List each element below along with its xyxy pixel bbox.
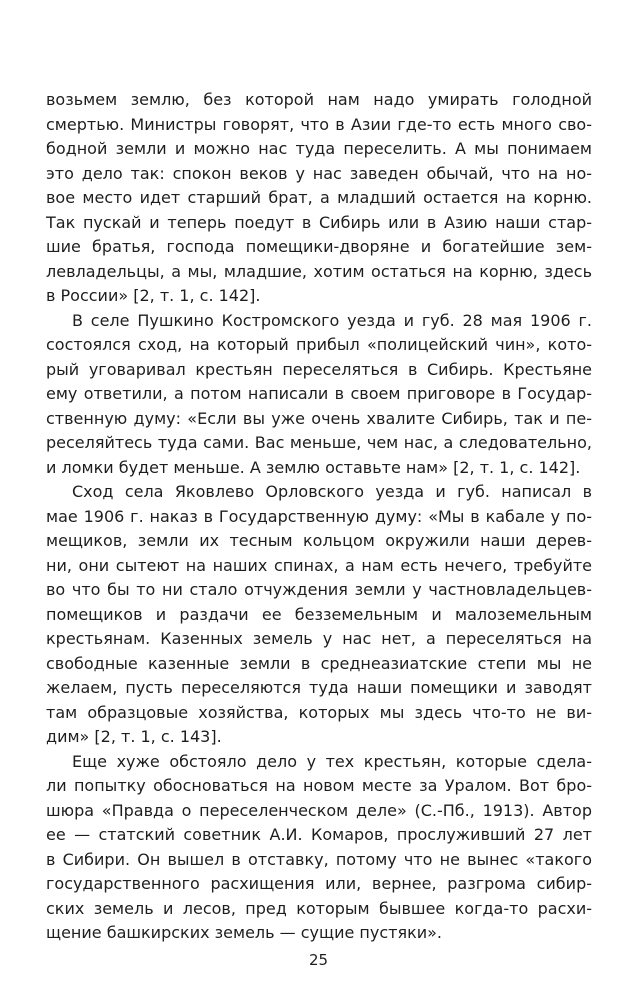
- text-line: и ломки будет меньше. А землю оставьте нам» [2, т. 1, с. 142].: [46, 457, 581, 477]
- text-line: мае 1906 г. наказ в Государственную думу: «Мы в кабале у по-: [46, 506, 592, 526]
- text-line: в России» [2, т. 1, с. 142].: [46, 286, 261, 305]
- paragraph-2: [46, 309, 592, 481]
- text-line: ему ответили, а потом написали в своем приговоре в Государ-: [46, 384, 592, 403]
- text-line: дим» [2, т. 1, с. 143].: [46, 727, 222, 746]
- text-line: государственного расхищения или, вернее, разгрома сибир-: [46, 874, 592, 893]
- text-line: В селе Пушкино Костромского уезда и губ. 28 мая 1906 г.: [72, 310, 592, 330]
- paragraph-3: [46, 480, 592, 750]
- page-body: [46, 88, 592, 946]
- text-line: мещиков, земли их тесным кольцом окружили наши дерев-: [46, 531, 592, 550]
- text-line: левладельцы, а мы, младшие, хотим остаться на корню, здесь: [46, 261, 592, 281]
- text-line: свободные казенные земли в среднеазиатские степи мы не: [46, 653, 592, 673]
- paragraph-4: [46, 750, 592, 946]
- text-line: ских земель и лесов, пред которым бывшее когда-то расхи-: [46, 898, 592, 918]
- text-line: смертью. Министры говорят, что в Азии где-то есть много сво-: [46, 114, 592, 134]
- text-line: ственную думу: «Если вы уже очень хвалите Сибирь, так и пе-: [46, 408, 592, 428]
- text-line: вое место идет старший брат, а младший остается на корню.: [46, 188, 592, 207]
- text-line: это дело так: спокон веков у нас заведен обычай, что на но-: [46, 163, 592, 183]
- text-line: реселяйтесь туда сами. Вас меньше, чем нас, а следовательно,: [46, 433, 592, 452]
- text-line: шие братья, господа помещики-дворяне и богатейшие зем-: [46, 237, 592, 256]
- text-line: Сход села Яковлево Орловского уезда и губ. написал в: [72, 482, 592, 501]
- text-line: шюра «Правда о переселенческом деле» (С.-Пб., 1913). Автор: [46, 800, 592, 820]
- text-line: во что бы то ни стало отчуждения земли у частновладельцев-: [46, 580, 592, 599]
- text-line: помещиков и раздачи ее безземельным и малоземельным: [46, 604, 592, 624]
- text-line: желаем, пусть переселяются туда наши помещики и заводят: [46, 678, 592, 697]
- text-line: в Сибири. Он вышел в отставку, потому что не вынес «такого: [46, 849, 592, 869]
- text-line: Еще хуже обстояло дело у тех крестьян, которые сдела-: [72, 751, 592, 771]
- text-line: состоялся сход, на который прибыл «полицейский чин», кото-: [46, 335, 592, 354]
- text-line: крестьянам. Казенных земель у нас нет, а переселяться на: [46, 629, 592, 648]
- text-line: рый уговаривал крестьян переселяться в Сибирь. Крестьяне: [46, 359, 592, 379]
- text-line: Так пускай и теперь поедут в Сибирь или в Азию наши стар-: [46, 212, 592, 232]
- paragraph-1: [46, 88, 592, 309]
- text-line: там образцовые хозяйства, которых мы здесь что-то не ви-: [46, 702, 592, 722]
- page-number: 25: [308, 951, 329, 969]
- text-line: ни, они сытеют на наших спинах, а нам есть нечего, требуйте: [46, 555, 592, 575]
- text-line: бодной земли и можно нас туда переселить. А мы понимаем: [46, 139, 592, 158]
- text-line: ее — статский советник А.И. Комаров, прослуживший 27 лет: [46, 825, 592, 844]
- text-line: возьмем землю, без которой нам надо умирать голодной: [46, 90, 592, 109]
- text-line: ли попытку обосноваться на новом месте за Уралом. Вот бро-: [46, 776, 592, 795]
- text-line: щение башкирских земель — сущие пустяки».: [46, 923, 443, 942]
